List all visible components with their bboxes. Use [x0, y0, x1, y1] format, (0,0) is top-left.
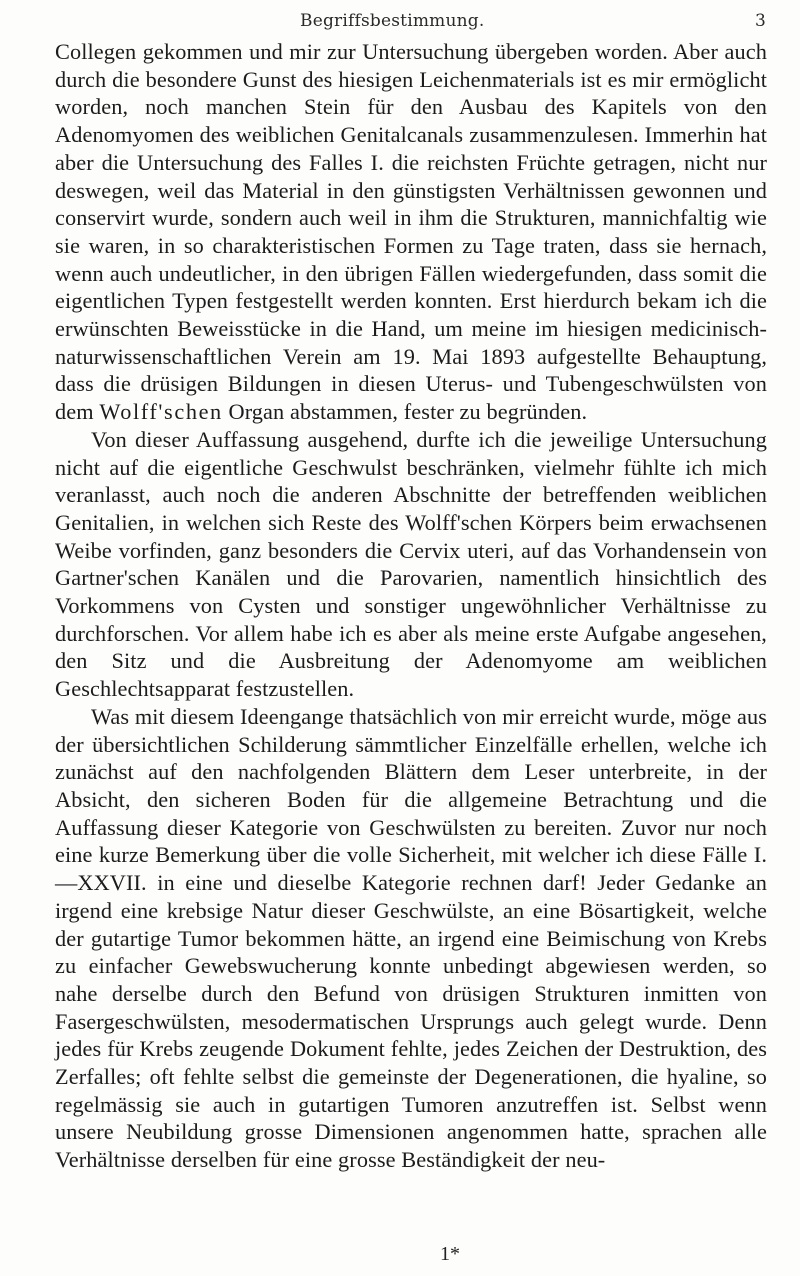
signature-mark: 1*: [440, 1243, 460, 1265]
paragraph-1-ending: Organ abstammen, fester zu begründen.: [222, 399, 588, 425]
paragraph-2: Von dieser Auffassung ausgehend, durfte ich die jeweilige Untersuchung nicht auf die eigentliche Geschwulst beschränken, vielmehr fühlte ich mich veranlasst, auch noch die anderen Abschnitte der betreffenden weiblichen Genitalien, in welchen sich Reste des Wolff'schen Körpers beim erwachsenen Weibe vorfinden, ganz besonders die Cervix uteri, auf das Vorhandensein von Gartner'schen Kanälen und die Parovarien, namentlich hinsichtlich des Vorkommens von Cysten und sonstiger ungewöhnlicher Verhältnisse zu durchforschen. Vor allem habe ich es aber als meine erste Aufgabe angesehen, den Sitz und die Ausbreitung der Adenomyome am weiblichen Geschlechtsapparat festzustellen.: [55, 426, 767, 702]
page-number: 3: [755, 11, 766, 31]
running-head: [0, 6, 800, 36]
paragraph-1-text: Collegen gekommen und mir zur Untersuchung übergeben worden. Aber auch durch die besondere Gunst des hiesigen Leichenmaterials ist es mir ermöglicht worden, noch manchen Stein für den Ausbau des Kapitels von den Adenomyomen des weiblichen Genitalcanals zusammenzulesen. Immerhin hat aber die Untersuchung des Falles I. die reichsten Früchte getragen, nicht nur deswegen, weil das Material in den günstigsten Verhältnissen gewonnen und conservirt wurde, sondern auch weil in ihm die Strukturen, mannichfaltig wie sie waren, in so charakteristischen Formen zu Tage traten, dass sie hernach, wenn auch undeutlicher, in den übrigen Fällen wiedergefunden, dass somit die eigentlichen Typen festgestellt werden konnten. Erst hierdurch bekam ich die erwünschten Beweisstücke in die Hand, um meine im hiesigen medicinisch-naturwissenschaftlichen Verein am 19. Mai 1893 aufgestellte Behauptung, dass die drüsigen Bildungen in diesen Uterus- und Tubengeschwülsten von dem: [55, 39, 767, 425]
running-title: Begriffsbestimmung.: [300, 11, 485, 31]
paragraph-1-emphasis: Wolff'schen: [99, 399, 223, 425]
paragraph-3: Was mit diesem Ideengange thatsächlich von mir erreicht wurde, möge aus der übersichtlichen Schilderung sämmtlicher Einzelfälle erhellen, welche ich zunächst auf den nachfolgenden Blättern dem Leser unterbreite, in der Absicht, den sicheren Boden für die allgemeine Betrachtung und die Auffassung dieser Kategorie von Geschwülsten zu bereiten. Zuvor nur noch eine kurze Bemerkung über die volle Sicherheit, mit welcher ich diese Fälle I.—XXVII. in eine und dieselbe Kategorie rechnen darf! Jeder Gedanke an irgend eine krebsige Natur dieser Geschwülste, an eine Bösartigkeit, welche der gutartige Tumor bekommen hätte, an irgend eine Beimischung von Krebs zu einfacher Gewebswucherung konnte unbedingt abgewiesen werden, so nahe derselbe durch den Befund von drüsigen Strukturen inmitten von Fasergeschwülsten, mesodermatischen Ursprungs auch gelegt wurde. Denn jedes für Krebs zeugende Dokument fehlte, jedes Zeichen der Destruktion, des Zerfalles; oft fehlte selbst die gemeinste der Degenerationen, die hyaline, so regelmässig sie auch in gutartigen Tumoren anzutreffen ist. Selbst wenn unsere Neubildung grosse Dimensionen angenommen hatte, sprachen alle Verhältnisse derselben für eine grosse Beständigkeit der neu-: [55, 703, 767, 1173]
paragraph-1: [55, 38, 767, 426]
body-text: [55, 38, 767, 1174]
